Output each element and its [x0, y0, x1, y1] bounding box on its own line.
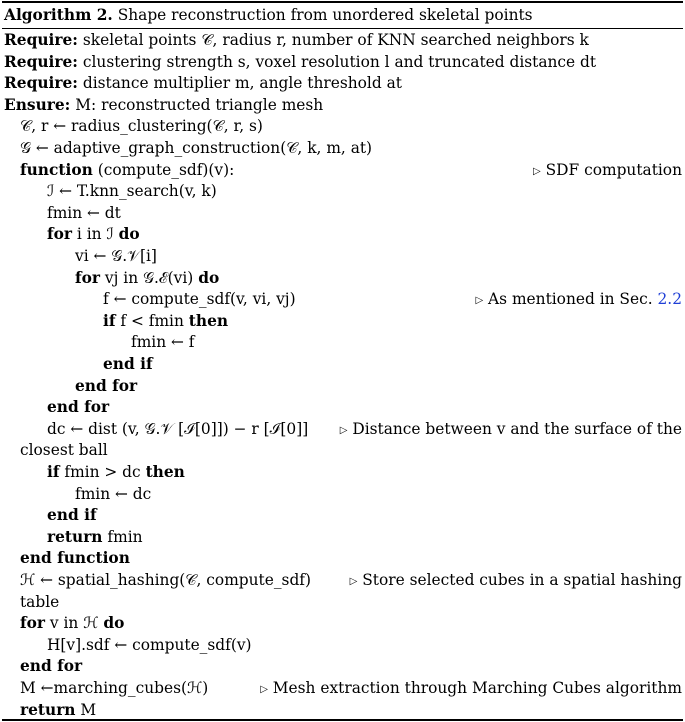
code-line-16-wrap: table [20, 592, 60, 611]
require-line-3: Require: distance multiplier m, angle threshold at [4, 74, 402, 93]
comment-hashing: ▷ Store selected cubes in a spatial hashing [349, 571, 682, 589]
code-line-10: if f < fmin then [103, 311, 229, 330]
code-line-end-if-2: end if [47, 506, 97, 525]
bottom-rule [2, 719, 683, 721]
algorithm-label: Algorithm 2. [4, 6, 113, 24]
code-line-4: ℐ ← T.knn_search(v, k) [47, 182, 217, 201]
require-line-2: Require: clustering strength s, voxel resolution l and truncated distance dt [4, 52, 597, 71]
code-line-3: function (compute_sdf)(v): [20, 160, 235, 179]
code-line-12-wrap: closest ball [20, 441, 108, 460]
caption-rule [2, 28, 683, 29]
code-line-18: H[v].sdf ← compute_sdf(v) [47, 635, 252, 654]
code-line-end-for-2: end for [47, 398, 110, 417]
comment-mentioned: ▷ As mentioned in Sec. 2.2 [475, 290, 682, 309]
code-line-9: f ← compute_sdf(v, vi, vj) [103, 290, 296, 309]
comment-mesh: ▷ Mesh extraction through Marching Cubes algorithm [260, 679, 682, 697]
ensure-line: Ensure: M: reconstructed triangle mesh [4, 95, 324, 114]
code-line-14: fmin ← dc [75, 484, 152, 503]
code-line-19: M ←marching_cubes(ℋ) [20, 679, 209, 697]
code-line-17: for v in ℋ do [20, 614, 125, 633]
code-line-8: for vj in 𝒢.ℰ(vi) do [75, 268, 220, 287]
comment-triangle-icon: ▷ [475, 295, 484, 307]
code-line-5: fmin ← dt [47, 203, 121, 222]
code-line-16: ℋ ← spatial_hashing(𝒞, compute_sdf) [20, 571, 311, 589]
code-line-end-for-1: end for [75, 376, 138, 395]
comment-triangle-icon: ▷ [533, 165, 541, 177]
code-line-13: if fmin > dc then [47, 463, 185, 481]
algorithm-title: Shape reconstruction from unordered skeletal points [117, 6, 533, 24]
comment-triangle-icon: ▷ [260, 684, 268, 695]
code-line-15: return fmin [47, 527, 143, 546]
code-line-end-if-1: end if [103, 355, 153, 373]
require-line-1: Require: skeletal points 𝒞, radius r, number of KNN searched neighbors k [4, 31, 589, 49]
code-line-7: vi ← 𝒢.𝒱[i] [75, 247, 157, 265]
code-line-1: 𝒞, r ← radius_clustering(𝒞, r, s) [20, 117, 263, 136]
comment-sdf: ▷ SDF computation [533, 160, 682, 179]
comment-triangle-icon: ▷ [339, 424, 348, 436]
code-line-12: dc ← dist (v, 𝒢.𝒱 [ℐ[0]]) − r [ℐ[0]] [47, 419, 309, 438]
code-line-20: return M [20, 700, 97, 719]
comment-triangle-icon: ▷ [349, 576, 358, 587]
code-line-11: fmin ← f [131, 333, 195, 352]
code-line-6: for i in ℐ do [47, 225, 140, 244]
code-line-end-function: end function [20, 549, 130, 568]
section-reference-link[interactable]: 2.2 [657, 290, 682, 309]
code-line-end-for-3: end for [20, 657, 83, 676]
comment-distance: ▷ Distance between v and the surface of the [339, 419, 682, 438]
code-line-2: 𝒢 ← adaptive_graph_construction(𝒞, k, m, at) [20, 139, 373, 157]
algorithm-caption [4, 2, 533, 28]
